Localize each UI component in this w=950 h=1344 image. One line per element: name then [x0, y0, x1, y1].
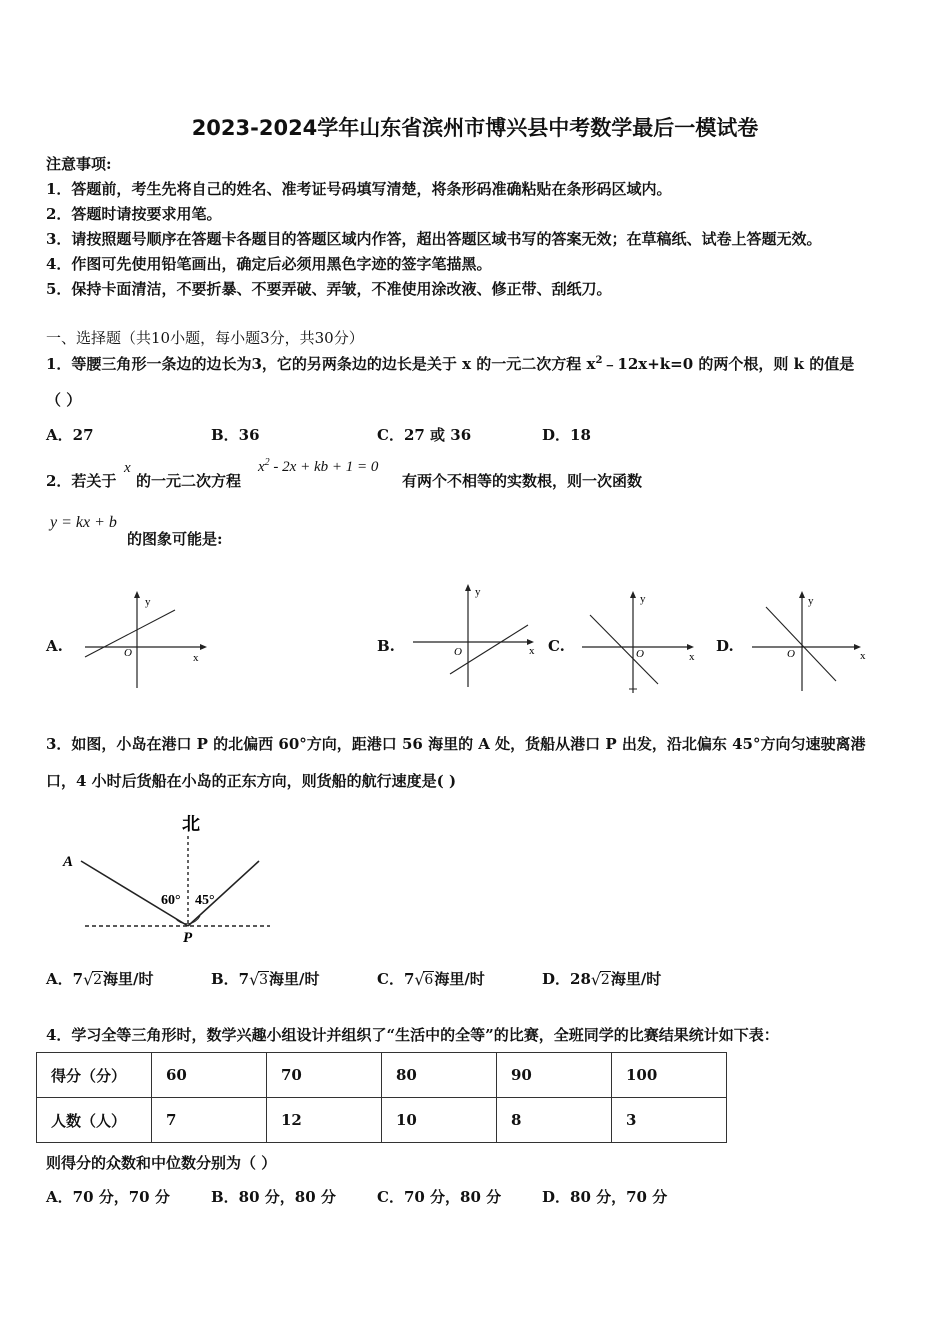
point-a-label: A — [63, 854, 74, 870]
x-label: x — [689, 651, 695, 663]
q3-option-c-unit: 海里/时 — [434, 970, 485, 988]
table-row — [37, 1053, 727, 1098]
q2-option-c: C. — [548, 637, 565, 655]
table-row — [37, 1098, 727, 1143]
q4-option-b: B．80 分，80 分 — [211, 1188, 336, 1206]
q2-option-a: A. — [46, 637, 63, 655]
table-cell: 60 — [152, 1053, 267, 1098]
q3-option-a-rad: 2 — [93, 972, 102, 988]
x-arrow-icon — [200, 644, 207, 650]
x-label: x — [860, 650, 866, 662]
q3-option-d-rad: 2 — [600, 972, 610, 988]
sqrt-icon — [249, 972, 269, 988]
sqrt-icon — [83, 972, 103, 988]
q4-option-a: A．70 分，70 分 — [46, 1188, 170, 1206]
graph-a — [80, 585, 215, 695]
angle-60-label: 60° — [161, 893, 181, 908]
notice-heading: 注意事项: — [46, 155, 112, 173]
q3-option-b-unit: 海里/时 — [269, 970, 320, 988]
notice-item: 1．答题前，考生先将自己的姓名、准考证号码填写清楚，将条形码准确粘贴在条形码区域内。 — [46, 180, 672, 198]
sqrt-icon — [591, 972, 611, 988]
table-cell: 7 — [152, 1098, 267, 1143]
score-table — [36, 1052, 727, 1143]
north-label: 北 — [182, 814, 200, 834]
q3-option-a — [46, 968, 153, 989]
y-arrow-icon — [630, 591, 636, 598]
graph-d — [750, 585, 875, 695]
y-arrow-icon — [134, 591, 140, 598]
table-cell: 8 — [497, 1098, 612, 1143]
q2-mid: 的一元二次方程 — [136, 472, 242, 490]
q4-question: 则得分的众数和中位数分别为（ ） — [46, 1154, 277, 1172]
table-cell: 10 — [382, 1098, 497, 1143]
q3-option-d-unit: 海里/时 — [610, 970, 662, 988]
q2-function: y = kx + b — [50, 514, 117, 531]
table-cell: 100 — [612, 1053, 727, 1098]
q3-option-c-rad: 6 — [424, 972, 434, 988]
section-heading: 一、选择题（共10小题，每小题3分，共30分） — [46, 329, 364, 347]
point-p-label: P — [183, 930, 193, 946]
q4-option-c: C．70 分，80 分 — [377, 1188, 502, 1206]
q3-line2: 口，4 小时后货船在小岛的正东方向，则货船的航行速度是( ) — [46, 772, 457, 790]
function-line — [590, 615, 658, 684]
q2-pre: 2．若关于 — [46, 472, 117, 490]
q3-option-b — [211, 968, 320, 989]
table-cell: 12 — [267, 1098, 382, 1143]
notice-item: 3．请按照题号顺序在答题卡各题目的答题区域内作答，超出答题区域书写的答案无效；在草稿纸、试卷上答题无效。 — [46, 230, 822, 248]
q2-var-x: x — [124, 460, 131, 476]
origin-label: O — [636, 648, 644, 660]
table-cell: 90 — [497, 1053, 612, 1098]
x-arrow-icon — [687, 644, 694, 650]
q2-option-d: D. — [716, 637, 734, 655]
q1-sup: 2 — [595, 355, 603, 366]
table-cell: 得分（分） — [37, 1053, 152, 1098]
q3-option-b-label: B．7 — [211, 970, 250, 988]
x-label: x — [193, 652, 199, 664]
angle-45-label: 45° — [195, 893, 215, 908]
q2-post: 有两个不相等的实数根，则一次函数 — [402, 472, 643, 490]
notice-item: 2．答题时请按要求用笔。 — [46, 205, 222, 223]
y-label: y — [640, 593, 646, 605]
q4-option-d: D．80 分，70 分 — [542, 1188, 668, 1206]
origin-label: O — [454, 646, 462, 658]
q3-option-d-label: D．28 — [542, 970, 591, 988]
q2-option-b: B. — [377, 637, 395, 655]
y-arrow-icon — [465, 584, 471, 591]
y-label: y — [145, 596, 151, 608]
q3-option-a-label: A．7 — [46, 970, 84, 988]
origin-label: O — [124, 647, 132, 659]
q2-eq-sup: 2 — [264, 457, 270, 468]
function-line — [766, 607, 836, 681]
x-label: x — [529, 645, 535, 657]
notice-item: 5．保持卡面清洁，不要折暴、不要弄破、弄皱，不准使用涂改液、修正带、刮纸刀。 — [46, 280, 612, 298]
y-label: y — [808, 595, 814, 607]
q3-option-c — [377, 968, 485, 989]
q1-text-b: ﹣12x+k=0 的两个根，则 k 的值是 — [602, 355, 855, 373]
q2-eq-b: - 2x + kb + 1 = 0 — [269, 459, 379, 475]
y-label: y — [475, 586, 481, 598]
q1-option-d: D．18 — [542, 426, 591, 444]
notice-item: 4．作图可先使用铅笔画出，确定后必须用黑色字迹的签字笔描黑。 — [46, 255, 492, 273]
table-cell: 80 — [382, 1053, 497, 1098]
q3-option-a-unit: 海里/时 — [103, 970, 154, 988]
page-title: 2023-2024学年山东省滨州市博兴县中考数学最后一模试卷 — [191, 116, 759, 140]
table-cell: 人数（人） — [37, 1098, 152, 1143]
graph-b — [410, 580, 545, 690]
question-1-text — [46, 353, 854, 374]
q1-option-c: C．27 或 36 — [377, 426, 472, 444]
table-cell: 3 — [612, 1098, 727, 1143]
q3-option-b-rad: 3 — [259, 972, 269, 988]
q1-text-a: 1．等腰三角形一条边的边长为3，它的另两条边的边长是关于 x 的一元二次方程 x — [46, 355, 596, 373]
y-arrow-icon — [799, 591, 805, 598]
origin-label: O — [787, 648, 795, 660]
q3-option-c-label: C．7 — [377, 970, 415, 988]
q2-function-post: 的图象可能是: — [127, 530, 223, 548]
q1-paren: （ ） — [46, 391, 82, 409]
table-cell: 70 — [267, 1053, 382, 1098]
q2-equation — [258, 457, 378, 476]
q3-figure — [55, 808, 285, 948]
q4-text: 4．学习全等三角形时，数学兴趣小组设计并组织了“生活中的全等”的比赛，全班同学的比赛结果统计如下表： — [46, 1026, 779, 1044]
q3-option-d — [542, 968, 661, 989]
q1-option-b: B．36 — [211, 426, 260, 444]
q1-option-a: A．27 — [46, 426, 94, 444]
sqrt-icon — [414, 972, 434, 988]
q2-eq-a: x — [258, 459, 265, 475]
q3-line1: 3．如图，小岛在港口 P 的北偏西 60°方向，距港口 56 海里的 A 处，货船从港口 P 出发，沿北偏东 45°方向匀速驶离港 — [46, 735, 866, 753]
graph-c — [578, 585, 703, 695]
